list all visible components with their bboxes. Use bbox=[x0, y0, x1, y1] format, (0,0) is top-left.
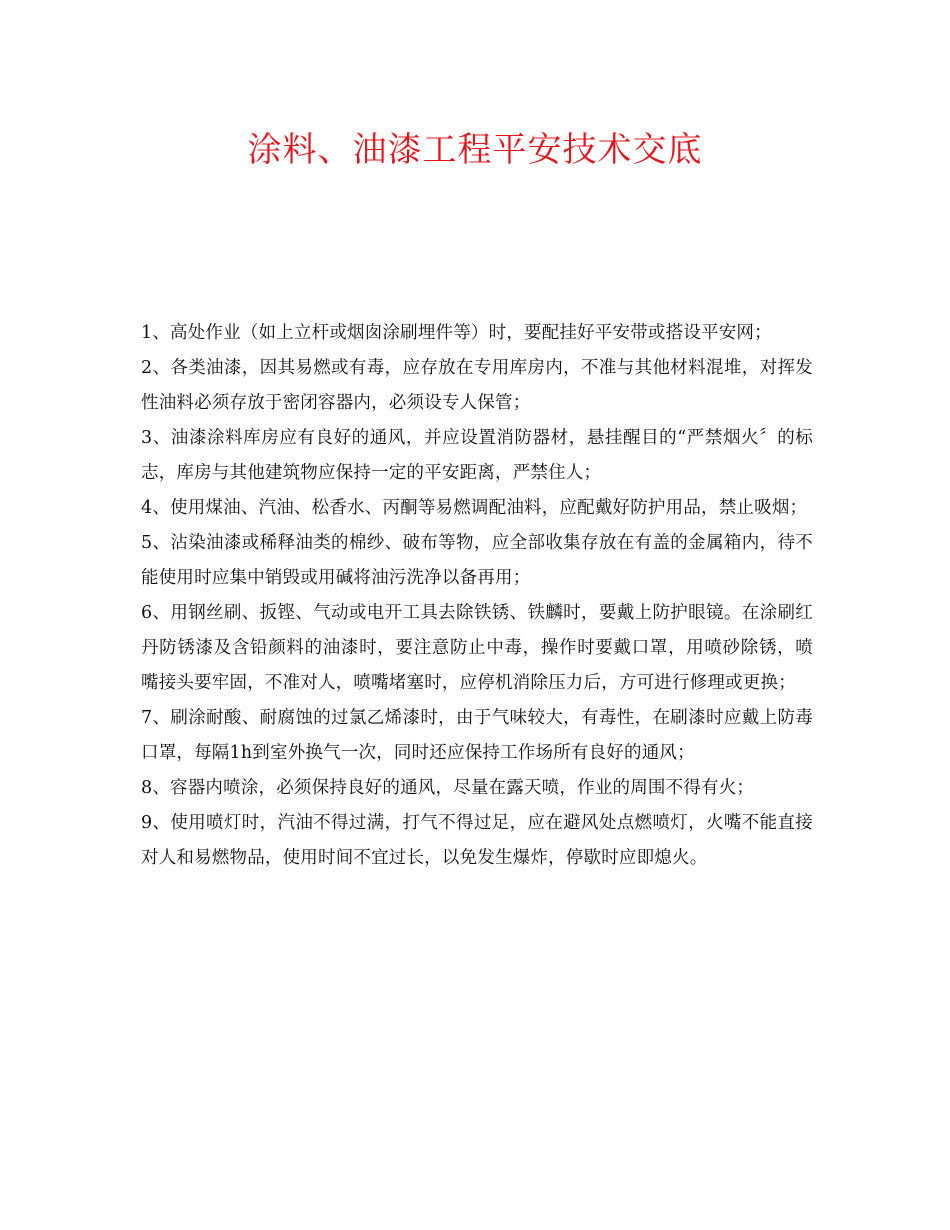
paragraph-item-3: 3、油漆涂料库房应有良好的通风，并应设置消防器材，悬挂醒目的“严禁烟火〞的标志，库房与其他建筑物应保持一定的平安距离，严禁住人； bbox=[141, 428, 813, 483]
paragraph-item-8: 8、容器内喷涂，必须保持良好的通风，尽量在露天喷，作业的周围不得有火； bbox=[141, 778, 755, 798]
document-body bbox=[141, 316, 813, 876]
paragraph-item-2: 2、各类油漆，因其易燃或有毒，应存放在专用库房内，不准与其他材料混堆，对挥发性油料必须存放于密闭容器内，必须设专人保管； bbox=[141, 358, 813, 413]
paragraph-item-6: 6、用钢丝刷、扳铿、气动或电开工具去除铁锈、铁麟时，要戴上防护眼镜。在涂刷红丹防锈漆及含铅颜料的油漆时，要注意防止中毒，操作时要戴口罩，用喷砂除锈，喷嘴接头要牢固，不准对人，喷嘴堵塞时，应停机消除压力后，方可进行修理或更换； bbox=[141, 603, 813, 693]
paragraph-item-5: 5、沾染油漆或稀释油类的棉纱、破布等物，应全部收集存放在有盖的金属箱内，待不能使用时应集中销毁或用碱将油污洗净以备再用； bbox=[141, 533, 813, 588]
paragraph-item-9: 9、使用喷灯时，汽油不得过满，打气不得过足，应在避风处点燃喷灯，火嘴不能直接对人和易燃物品，使用时间不宜过长，以免发生爆炸，停歇时应即熄火。 bbox=[141, 813, 813, 868]
paragraph-item-4: 4、使用煤油、汽油、松香水、丙酮等易燃调配油料，应配戴好防护用品，禁止吸烟； bbox=[141, 498, 808, 518]
document-title: 涂料、油漆工程平安技术交底 bbox=[247, 130, 703, 170]
paragraph-item-1: 1、高处作业（如上立杆或烟囱涂刷埋件等）时，要配挂好平安带或搭设平安网； bbox=[141, 323, 772, 343]
paragraph-item-7: 7、刷涂耐酸、耐腐蚀的过氯乙烯漆时，由于气味较大，有毒性，在刷漆时应戴上防毒口罩，每隔1h到室外换气一次，同时还应保持工作场所有良好的通风； bbox=[141, 708, 813, 763]
